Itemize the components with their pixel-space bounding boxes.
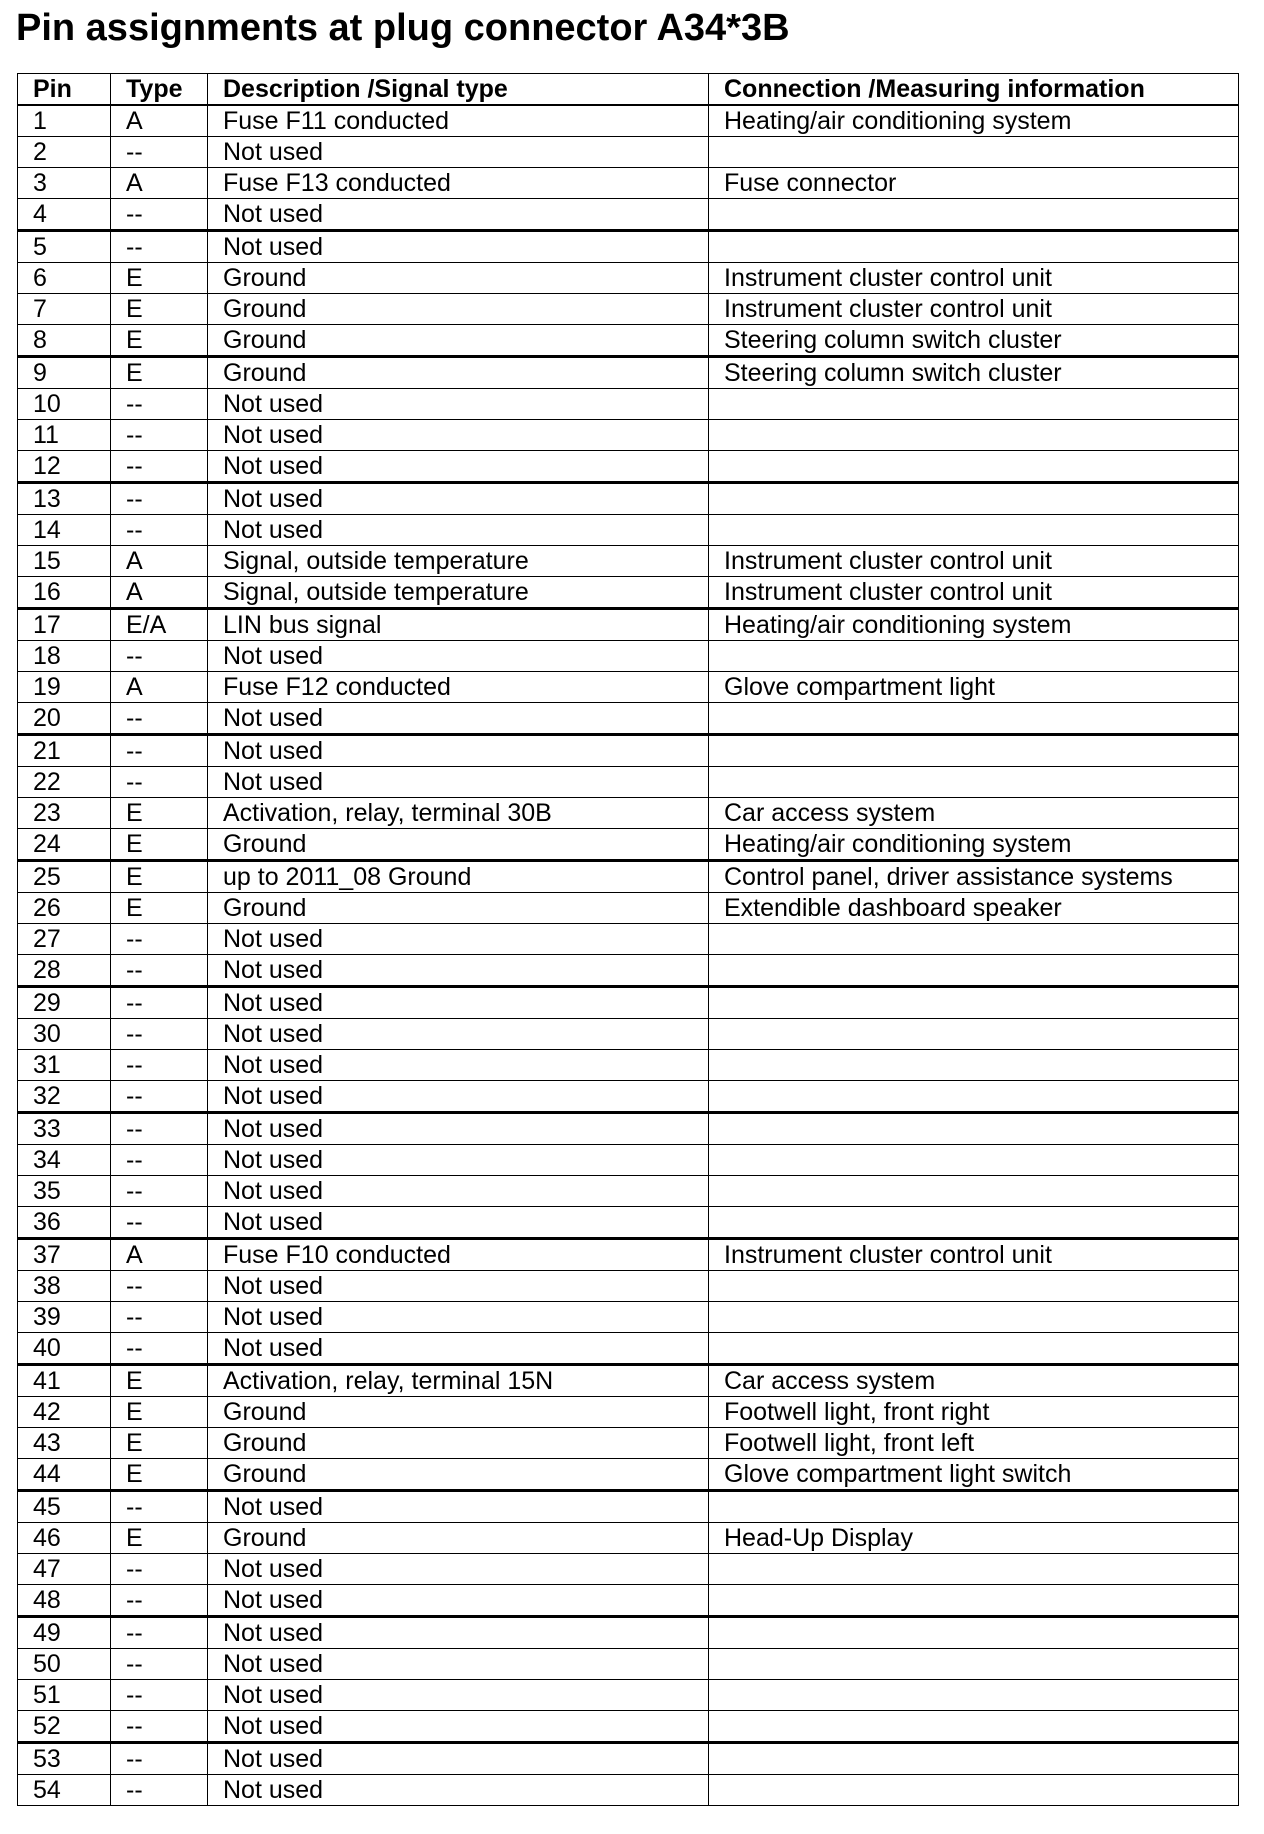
pin-cell: 35 — [18, 1176, 111, 1207]
page-title: Pin assignments at plug connector A34*3B — [16, 7, 790, 49]
description-cell: Not used — [208, 1680, 709, 1711]
type-cell: -- — [111, 703, 208, 735]
connection-cell: Instrument cluster control unit — [709, 294, 1239, 325]
table-row — [18, 829, 1239, 861]
type-cell: -- — [111, 1050, 208, 1081]
description-cell: Signal, outside temperature — [208, 546, 709, 577]
connection-cell: Instrument cluster control unit — [709, 577, 1239, 609]
description-cell: Not used — [208, 1554, 709, 1585]
table-row — [18, 1081, 1239, 1113]
type-cell: -- — [111, 420, 208, 451]
pin-cell: 52 — [18, 1711, 111, 1743]
pin-cell: 24 — [18, 829, 111, 861]
table-row — [18, 1207, 1239, 1239]
table-row — [18, 1019, 1239, 1050]
connection-cell — [709, 1081, 1239, 1113]
description-cell: Not used — [208, 703, 709, 735]
type-cell: -- — [111, 1333, 208, 1365]
connection-cell — [709, 735, 1239, 767]
pin-cell: 43 — [18, 1428, 111, 1459]
description-cell: Not used — [208, 451, 709, 483]
connection-cell: Steering column switch cluster — [709, 325, 1239, 357]
connection-cell — [709, 1113, 1239, 1145]
connection-cell — [709, 924, 1239, 955]
connection-cell: Head-Up Display — [709, 1523, 1239, 1554]
pin-cell: 18 — [18, 641, 111, 672]
connection-cell: Footwell light, front right — [709, 1397, 1239, 1428]
type-cell: E/A — [111, 609, 208, 641]
pin-cell: 38 — [18, 1271, 111, 1302]
connection-cell — [709, 1554, 1239, 1585]
table-row — [18, 1397, 1239, 1428]
connection-cell: Heating/air conditioning system — [709, 105, 1239, 137]
table-row — [18, 1491, 1239, 1523]
table-row — [18, 1649, 1239, 1680]
table-row — [18, 168, 1239, 199]
connection-cell: Steering column switch cluster — [709, 357, 1239, 389]
table-row — [18, 1617, 1239, 1649]
type-cell: -- — [111, 1554, 208, 1585]
type-cell: -- — [111, 641, 208, 672]
type-cell: -- — [111, 1176, 208, 1207]
type-cell: -- — [111, 1743, 208, 1775]
connection-cell — [709, 137, 1239, 168]
connection-cell: Control panel, driver assistance systems — [709, 861, 1239, 893]
description-cell: Not used — [208, 1302, 709, 1333]
table-body — [18, 105, 1239, 1806]
table-row — [18, 1271, 1239, 1302]
table-row — [18, 987, 1239, 1019]
description-cell: Not used — [208, 1333, 709, 1365]
description-cell: Not used — [208, 515, 709, 546]
pin-cell: 5 — [18, 231, 111, 263]
description-cell: up to 2011_08 Ground — [208, 861, 709, 893]
type-cell: -- — [111, 1585, 208, 1617]
connection-cell — [709, 1649, 1239, 1680]
pin-cell: 25 — [18, 861, 111, 893]
connection-cell: Heating/air conditioning system — [709, 609, 1239, 641]
table-row — [18, 1176, 1239, 1207]
connection-cell — [709, 1743, 1239, 1775]
table-header-row — [18, 74, 1239, 106]
pin-cell: 49 — [18, 1617, 111, 1649]
pin-cell: 23 — [18, 798, 111, 829]
connection-cell — [709, 1207, 1239, 1239]
table-row — [18, 1050, 1239, 1081]
table-row — [18, 357, 1239, 389]
description-cell: Not used — [208, 735, 709, 767]
description-cell: Ground — [208, 1459, 709, 1491]
pin-cell: 13 — [18, 483, 111, 515]
type-cell: -- — [111, 1271, 208, 1302]
pin-cell: 29 — [18, 987, 111, 1019]
description-cell: Not used — [208, 1019, 709, 1050]
connection-cell — [709, 1176, 1239, 1207]
table-row — [18, 1333, 1239, 1365]
pin-cell: 15 — [18, 546, 111, 577]
type-cell: -- — [111, 767, 208, 798]
type-cell: -- — [111, 1145, 208, 1176]
type-cell: -- — [111, 924, 208, 955]
connection-cell — [709, 451, 1239, 483]
connection-cell: Car access system — [709, 798, 1239, 829]
pin-cell: 26 — [18, 893, 111, 924]
pin-cell: 7 — [18, 294, 111, 325]
type-cell: E — [111, 1459, 208, 1491]
type-cell: E — [111, 325, 208, 357]
description-cell: Not used — [208, 1207, 709, 1239]
type-cell: E — [111, 798, 208, 829]
description-cell: Ground — [208, 1428, 709, 1459]
table-row — [18, 955, 1239, 987]
table-row — [18, 861, 1239, 893]
column-header-description: Description /Signal type — [208, 74, 709, 106]
table-row — [18, 515, 1239, 546]
connection-cell — [709, 1711, 1239, 1743]
table-row — [18, 798, 1239, 829]
type-cell: E — [111, 294, 208, 325]
connection-cell — [709, 515, 1239, 546]
description-cell: Not used — [208, 1775, 709, 1806]
pin-cell: 42 — [18, 1397, 111, 1428]
description-cell: Not used — [208, 1649, 709, 1680]
pin-cell: 11 — [18, 420, 111, 451]
connection-cell — [709, 1333, 1239, 1365]
table-row — [18, 1680, 1239, 1711]
pin-cell: 19 — [18, 672, 111, 703]
pin-cell: 10 — [18, 389, 111, 420]
connection-cell: Footwell light, front left — [709, 1428, 1239, 1459]
pin-cell: 44 — [18, 1459, 111, 1491]
pin-cell: 17 — [18, 609, 111, 641]
type-cell: E — [111, 829, 208, 861]
type-cell: A — [111, 577, 208, 609]
pin-cell: 50 — [18, 1649, 111, 1680]
pin-cell: 20 — [18, 703, 111, 735]
description-cell: Fuse F12 conducted — [208, 672, 709, 703]
type-cell: E — [111, 861, 208, 893]
pin-cell: 45 — [18, 1491, 111, 1523]
pin-cell: 48 — [18, 1585, 111, 1617]
type-cell: -- — [111, 1207, 208, 1239]
table-row — [18, 641, 1239, 672]
connection-cell — [709, 231, 1239, 263]
connection-cell — [709, 1145, 1239, 1176]
type-cell: -- — [111, 137, 208, 168]
pin-cell: 14 — [18, 515, 111, 546]
table-row — [18, 1711, 1239, 1743]
pin-cell: 53 — [18, 1743, 111, 1775]
description-cell: Not used — [208, 641, 709, 672]
type-cell: -- — [111, 1302, 208, 1333]
description-cell: Not used — [208, 1050, 709, 1081]
table-row — [18, 735, 1239, 767]
table-row — [18, 451, 1239, 483]
type-cell: -- — [111, 735, 208, 767]
pin-cell: 37 — [18, 1239, 111, 1271]
description-cell: LIN bus signal — [208, 609, 709, 641]
table-row — [18, 1365, 1239, 1397]
description-cell: Not used — [208, 483, 709, 515]
type-cell: -- — [111, 1491, 208, 1523]
description-cell: Ground — [208, 829, 709, 861]
type-cell: E — [111, 1428, 208, 1459]
type-cell: -- — [111, 1680, 208, 1711]
pin-cell: 4 — [18, 199, 111, 231]
type-cell: A — [111, 1239, 208, 1271]
table-row — [18, 1775, 1239, 1806]
description-cell: Fuse F11 conducted — [208, 105, 709, 137]
table-row — [18, 546, 1239, 577]
table-row — [18, 105, 1239, 137]
description-cell: Fuse F13 conducted — [208, 168, 709, 199]
description-cell: Not used — [208, 231, 709, 263]
description-cell: Not used — [208, 1145, 709, 1176]
description-cell: Not used — [208, 924, 709, 955]
table-row — [18, 325, 1239, 357]
description-cell: Not used — [208, 1113, 709, 1145]
pin-cell: 16 — [18, 577, 111, 609]
description-cell: Not used — [208, 1081, 709, 1113]
table-row — [18, 1113, 1239, 1145]
pin-cell: 1 — [18, 105, 111, 137]
connection-cell: Instrument cluster control unit — [709, 263, 1239, 294]
pin-cell: 47 — [18, 1554, 111, 1585]
type-cell: -- — [111, 451, 208, 483]
pin-cell: 36 — [18, 1207, 111, 1239]
description-cell: Ground — [208, 263, 709, 294]
pin-cell: 21 — [18, 735, 111, 767]
connection-cell: Heating/air conditioning system — [709, 829, 1239, 861]
description-cell: Ground — [208, 1397, 709, 1428]
connection-cell — [709, 1302, 1239, 1333]
description-cell: Signal, outside temperature — [208, 577, 709, 609]
table-row — [18, 1302, 1239, 1333]
pin-cell: 12 — [18, 451, 111, 483]
pin-cell: 39 — [18, 1302, 111, 1333]
table-row — [18, 1585, 1239, 1617]
connection-cell — [709, 420, 1239, 451]
connection-cell — [709, 1617, 1239, 1649]
connection-cell — [709, 1050, 1239, 1081]
table-row — [18, 577, 1239, 609]
pin-cell: 32 — [18, 1081, 111, 1113]
table-row — [18, 924, 1239, 955]
connection-cell: Extendible dashboard speaker — [709, 893, 1239, 924]
connection-cell — [709, 1491, 1239, 1523]
description-cell: Activation, relay, terminal 30B — [208, 798, 709, 829]
connection-cell — [709, 1585, 1239, 1617]
connection-cell: Glove compartment light — [709, 672, 1239, 703]
type-cell: -- — [111, 199, 208, 231]
connection-cell — [709, 641, 1239, 672]
column-header-connection: Connection /Measuring information — [709, 74, 1239, 106]
table-row — [18, 420, 1239, 451]
type-cell: E — [111, 1397, 208, 1428]
type-cell: -- — [111, 1711, 208, 1743]
pin-cell: 46 — [18, 1523, 111, 1554]
connection-cell — [709, 389, 1239, 420]
connection-cell — [709, 1271, 1239, 1302]
type-cell: -- — [111, 1649, 208, 1680]
connection-cell — [709, 987, 1239, 1019]
type-cell: E — [111, 357, 208, 389]
column-header-type: Type — [111, 74, 208, 106]
description-cell: Not used — [208, 199, 709, 231]
table-row — [18, 893, 1239, 924]
description-cell: Fuse F10 conducted — [208, 1239, 709, 1271]
table-row — [18, 1554, 1239, 1585]
type-cell: E — [111, 1523, 208, 1554]
pin-cell: 28 — [18, 955, 111, 987]
connection-cell — [709, 199, 1239, 231]
description-cell: Not used — [208, 1743, 709, 1775]
connection-cell — [709, 955, 1239, 987]
description-cell: Not used — [208, 1585, 709, 1617]
type-cell: -- — [111, 1081, 208, 1113]
pin-cell: 51 — [18, 1680, 111, 1711]
pin-cell: 3 — [18, 168, 111, 199]
pin-cell: 22 — [18, 767, 111, 798]
description-cell: Activation, relay, terminal 15N — [208, 1365, 709, 1397]
description-cell: Ground — [208, 1523, 709, 1554]
table-row — [18, 483, 1239, 515]
type-cell: E — [111, 893, 208, 924]
type-cell: -- — [111, 1113, 208, 1145]
description-cell: Ground — [208, 893, 709, 924]
type-cell: A — [111, 168, 208, 199]
description-cell: Not used — [208, 1491, 709, 1523]
pin-assignment-table — [17, 73, 1239, 1806]
table-row — [18, 389, 1239, 420]
type-cell: A — [111, 546, 208, 577]
type-cell: -- — [111, 1617, 208, 1649]
description-cell: Ground — [208, 294, 709, 325]
type-cell: -- — [111, 389, 208, 420]
pin-cell: 33 — [18, 1113, 111, 1145]
table-row — [18, 609, 1239, 641]
description-cell: Not used — [208, 137, 709, 168]
type-cell: -- — [111, 955, 208, 987]
description-cell: Ground — [208, 325, 709, 357]
description-cell: Not used — [208, 767, 709, 798]
table-row — [18, 231, 1239, 263]
table-row — [18, 1459, 1239, 1491]
type-cell: A — [111, 105, 208, 137]
description-cell: Not used — [208, 987, 709, 1019]
type-cell: -- — [111, 231, 208, 263]
connection-cell: Instrument cluster control unit — [709, 1239, 1239, 1271]
connection-cell — [709, 767, 1239, 798]
pin-cell: 27 — [18, 924, 111, 955]
connection-cell: Instrument cluster control unit — [709, 546, 1239, 577]
description-cell: Not used — [208, 1617, 709, 1649]
type-cell: -- — [111, 483, 208, 515]
connection-cell — [709, 1775, 1239, 1806]
table-row — [18, 703, 1239, 735]
table-row — [18, 294, 1239, 325]
pin-cell: 40 — [18, 1333, 111, 1365]
description-cell: Not used — [208, 420, 709, 451]
type-cell: E — [111, 1365, 208, 1397]
type-cell: -- — [111, 987, 208, 1019]
pin-cell: 6 — [18, 263, 111, 294]
connection-cell — [709, 1019, 1239, 1050]
connection-cell — [709, 703, 1239, 735]
column-header-pin: Pin — [18, 74, 111, 106]
type-cell: -- — [111, 1019, 208, 1050]
type-cell: E — [111, 263, 208, 294]
table-row — [18, 1743, 1239, 1775]
table-row — [18, 1523, 1239, 1554]
pin-cell: 9 — [18, 357, 111, 389]
table-row — [18, 137, 1239, 168]
table-row — [18, 1145, 1239, 1176]
pin-cell: 8 — [18, 325, 111, 357]
description-cell: Not used — [208, 1176, 709, 1207]
pin-cell: 2 — [18, 137, 111, 168]
connection-cell: Car access system — [709, 1365, 1239, 1397]
table-row — [18, 767, 1239, 798]
pin-cell: 31 — [18, 1050, 111, 1081]
type-cell: A — [111, 672, 208, 703]
connection-cell: Glove compartment light switch — [709, 1459, 1239, 1491]
table-row — [18, 263, 1239, 294]
connection-cell: Fuse connector — [709, 168, 1239, 199]
pin-cell: 30 — [18, 1019, 111, 1050]
description-cell: Not used — [208, 389, 709, 420]
table-row — [18, 199, 1239, 231]
description-cell: Ground — [208, 357, 709, 389]
pin-cell: 54 — [18, 1775, 111, 1806]
connection-cell — [709, 483, 1239, 515]
type-cell: -- — [111, 515, 208, 546]
type-cell: -- — [111, 1775, 208, 1806]
pin-cell: 41 — [18, 1365, 111, 1397]
table-row — [18, 672, 1239, 703]
connection-cell — [709, 1680, 1239, 1711]
description-cell: Not used — [208, 955, 709, 987]
pin-cell: 34 — [18, 1145, 111, 1176]
description-cell: Not used — [208, 1711, 709, 1743]
table-row — [18, 1428, 1239, 1459]
table-row — [18, 1239, 1239, 1271]
description-cell: Not used — [208, 1271, 709, 1302]
